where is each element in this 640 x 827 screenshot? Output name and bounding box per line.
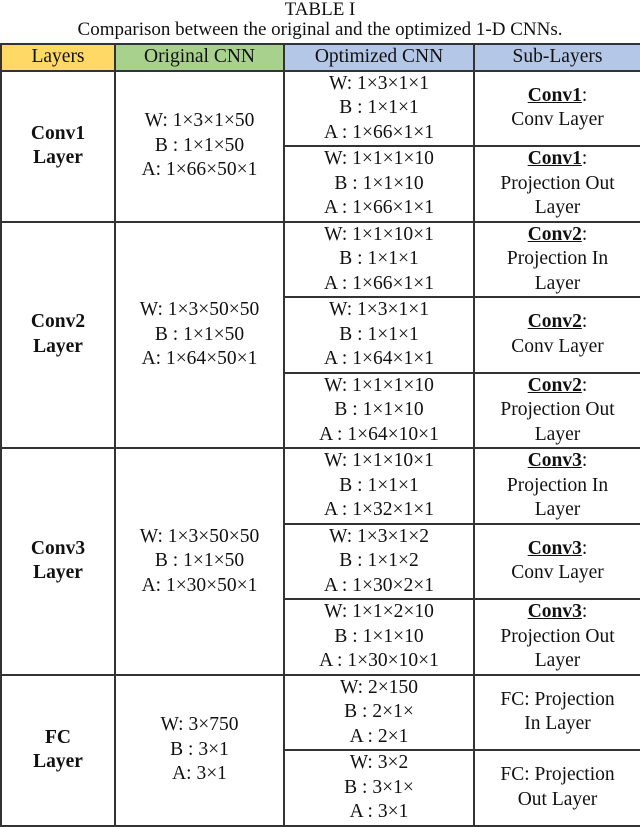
sub-layer-heading: Conv3: [527, 450, 588, 471]
layer-name-cell [1, 675, 115, 826]
sub-layer-heading: Conv2: [527, 311, 588, 333]
sub-layer-cell [474, 448, 640, 524]
original-cnn-cell [115, 448, 284, 675]
optimized-dim-line: W: 1×3×1×2 [329, 525, 429, 547]
sub-layer-heading: Conv3: [527, 537, 588, 559]
layer-name-line: Layer [33, 751, 83, 772]
sub-layer-desc-line: Layer [534, 499, 581, 520]
sub-layer-conv-name: Conv3 [527, 601, 582, 622]
optimized-dim-line: B : 3×1× [344, 776, 414, 798]
sub-layer-heading: Conv1: [527, 84, 588, 106]
sub-layer-desc-line: FC: Projection [500, 764, 615, 786]
optimized-cnn-cell [284, 71, 474, 147]
optimized-dim-line: W: 1×1×10×1 [324, 223, 434, 245]
sub-layer-desc-line: In Layer [524, 713, 591, 735]
sub-layer-desc-line: FC: Projection [500, 688, 615, 710]
table-row [1, 448, 640, 524]
optimized-cnn-cell [284, 373, 474, 449]
original-dim-line: B : 1×1×50 [154, 550, 245, 571]
original-cnn-cell [115, 675, 284, 826]
optimized-dim-line: A : 1×66×1×1 [324, 197, 434, 218]
sub-layer-desc-line: Layer [534, 272, 581, 294]
sub-layer-conv-name: Conv3 [527, 537, 582, 559]
optimized-dim-line: W: 3×2 [349, 752, 409, 773]
sub-layer-heading: Conv3: [527, 601, 588, 622]
sub-layer-desc-line: Projection In [506, 474, 609, 496]
sub-layer-conv-name: Conv3 [527, 450, 582, 471]
layer-name-line: Layer [33, 147, 83, 168]
table-row [1, 675, 640, 751]
original-dim-line: A: 1×64×50×1 [141, 348, 258, 369]
optimized-dim-line: W: 2×150 [340, 676, 418, 698]
optimized-dim-line: W: 1×1×2×10 [324, 601, 434, 622]
layer-name-line: Conv1 [30, 122, 86, 144]
sub-layer-conv-name: Conv1 [527, 148, 582, 169]
sub-layer-cell [474, 750, 640, 826]
optimized-dim-line: W: 1×3×1×1 [329, 72, 429, 94]
optimized-cnn-cell [284, 599, 474, 675]
original-dim-line: W: 1×3×1×50 [144, 110, 255, 132]
optimized-dim-line: B : 1×1×10 [334, 625, 424, 647]
header-original-cnn: Original CNN [115, 44, 284, 71]
sub-layer-desc-line: Projection Out [500, 172, 615, 194]
optimized-dim-line: W: 1×1×1×10 [324, 374, 434, 396]
optimized-dim-line: W: 1×3×1×1 [329, 299, 429, 320]
sub-layer-cell [474, 71, 640, 147]
sub-layer-cell [474, 373, 640, 449]
original-dim-line: W: 3×750 [160, 714, 239, 736]
comparison-table [0, 43, 640, 827]
original-cnn-cell [115, 71, 284, 222]
sub-layer-conv-name: Conv2 [527, 223, 582, 245]
header-layers: Layers [1, 44, 115, 71]
layer-name-line: FC [45, 726, 71, 748]
optimized-cnn-cell [284, 750, 474, 826]
sub-layer-desc-line: Layer [534, 650, 581, 671]
optimized-dim-line: B : 1×1×1 [339, 97, 419, 118]
sub-layer-desc-line: Layer [534, 197, 581, 218]
sub-layer-conv-name: Conv2 [527, 311, 582, 333]
sub-layer-cell [474, 524, 640, 600]
original-dim-line: W: 1×3×50×50 [139, 525, 260, 547]
sub-layer-desc-line: Projection Out [500, 399, 615, 420]
optimized-dim-line: A : 1×30×2×1 [324, 574, 434, 596]
original-dim-line: A: 3×1 [172, 763, 227, 785]
optimized-dim-line: A : 3×1 [349, 801, 409, 822]
optimized-dim-line: B : 1×1×2 [339, 550, 419, 571]
header-sub-layers: Sub-Layers [474, 44, 640, 71]
table-row [1, 71, 640, 147]
sub-layer-desc-line: Conv Layer [511, 109, 604, 131]
layer-name-cell [1, 71, 115, 222]
sub-layer-conv-name: Conv2 [527, 374, 582, 396]
original-dim-line: B : 1×1×50 [154, 323, 245, 345]
table-title: TABLE I [284, 0, 356, 20]
optimized-cnn-cell [284, 675, 474, 751]
layer-name-cell [1, 222, 115, 449]
header-row [1, 44, 640, 71]
original-dim-line: W: 1×3×50×50 [139, 299, 260, 320]
sub-layer-cell [474, 297, 640, 373]
sub-layer-cell [474, 222, 640, 298]
optimized-dim-line: A : 2×1 [349, 725, 409, 747]
optimized-dim-line: A : 1×66×1×1 [324, 121, 434, 143]
optimized-dim-line: B : 1×1×1 [339, 248, 419, 269]
sub-layer-desc-line: Conv Layer [511, 335, 604, 357]
sub-layer-heading: Conv1: [527, 148, 588, 169]
optimized-dim-line: A : 1×66×1×1 [324, 272, 434, 294]
layer-name-line: Layer [33, 562, 83, 584]
optimized-dim-line: B : 1×1×10 [334, 172, 424, 194]
optimized-cnn-cell [284, 146, 474, 222]
sub-layer-cell [474, 146, 640, 222]
original-dim-line: B : 3×1 [170, 738, 229, 760]
optimized-dim-line: B : 1×1×1 [339, 474, 419, 496]
sub-layer-desc-line: Projection Out [500, 625, 615, 647]
sub-layer-desc-line: Out Layer [517, 788, 598, 810]
optimized-dim-line: A : 1×32×1×1 [324, 499, 434, 520]
sub-layer-heading: Conv2: [527, 374, 588, 396]
header-optimized-cnn: Optimized CNN [284, 44, 474, 71]
sub-layer-desc-line: Conv Layer [511, 562, 604, 584]
table-caption: Comparison between the original and the optimized 1-D CNNs. [77, 19, 563, 40]
original-cnn-cell [115, 222, 284, 449]
optimized-dim-line: B : 2×1× [344, 701, 414, 722]
original-dim-line: B : 1×1×50 [154, 134, 245, 156]
sub-layer-cell [474, 675, 640, 751]
optimized-dim-line: A : 1×64×1×1 [324, 348, 434, 369]
sub-layer-cell [474, 599, 640, 675]
optimized-dim-line: W: 1×1×10×1 [324, 450, 434, 471]
layer-name-cell [1, 448, 115, 675]
sub-layer-desc-line: Projection In [506, 248, 609, 269]
optimized-cnn-cell [284, 524, 474, 600]
optimized-dim-line: A : 1×64×10×1 [319, 423, 439, 445]
layer-name-line: Conv3 [30, 537, 86, 559]
sub-layer-conv-name: Conv1 [527, 84, 582, 106]
table-row [1, 222, 640, 298]
optimized-dim-line: B : 1×1×1 [339, 323, 419, 345]
original-dim-line: A: 1×66×50×1 [141, 159, 258, 181]
original-dim-line: A: 1×30×50×1 [141, 574, 258, 596]
optimized-dim-line: A : 1×30×10×1 [319, 650, 439, 671]
optimized-cnn-cell [284, 222, 474, 298]
layer-name-line: Layer [33, 335, 83, 357]
optimized-dim-line: W: 1×1×1×10 [324, 148, 434, 169]
optimized-cnn-cell [284, 297, 474, 373]
sub-layer-heading: Conv2: [527, 223, 588, 245]
sub-layer-desc-line: Layer [534, 423, 581, 445]
optimized-cnn-cell [284, 448, 474, 524]
optimized-dim-line: B : 1×1×10 [334, 399, 424, 420]
layer-name-line: Conv2 [30, 311, 86, 333]
